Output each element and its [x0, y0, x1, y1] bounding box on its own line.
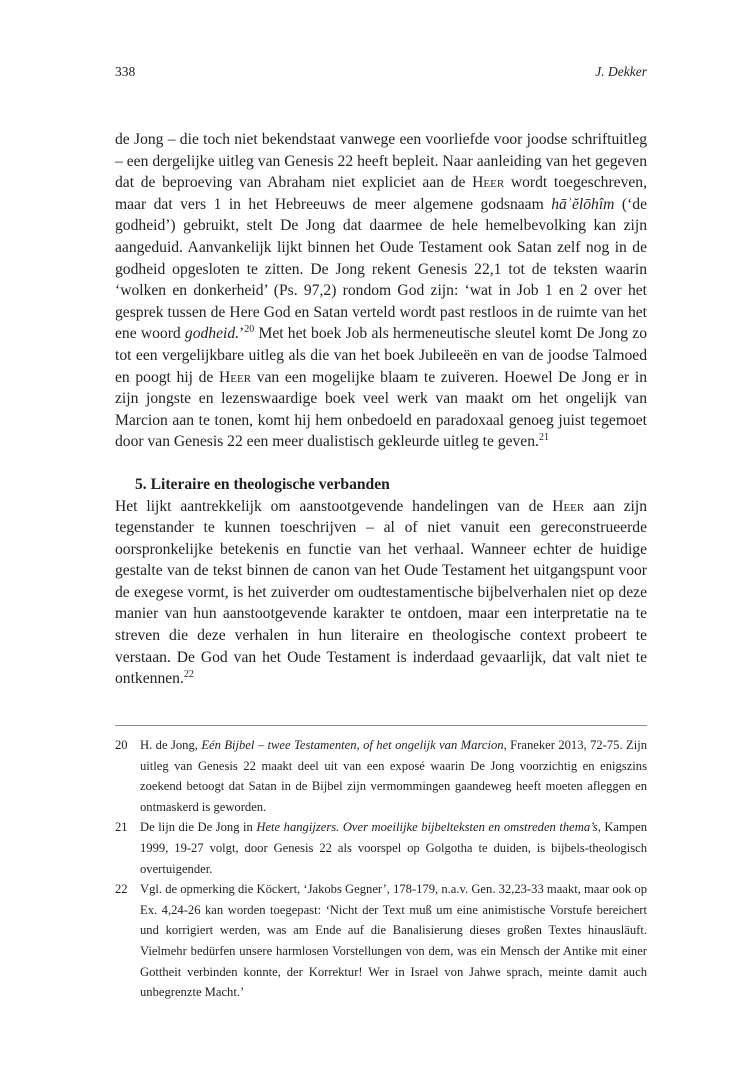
small-caps-lord: Heer — [219, 368, 252, 386]
footnote-number: 21 — [115, 820, 128, 835]
footnote-number: 20 — [115, 738, 128, 752]
book-title: Eén Bijbel – twee Testamenten, of het ongelijk van Marcion — [201, 738, 504, 752]
footnote-separator — [115, 725, 647, 726]
emphasis: godheid. — [184, 325, 240, 343]
text-run: De lijn die De Jong in — [140, 820, 257, 835]
small-caps-lord: Heer — [472, 174, 505, 192]
paragraph — [115, 496, 647, 690]
page-number: 338 — [115, 64, 136, 79]
small-caps-lord: Heer — [552, 497, 585, 515]
book-title: Hete hangijzers. Over moeilijke bijbelteksten en omstreden thema’s — [256, 820, 598, 835]
footnote-number: 22 — [115, 882, 128, 897]
main-text — [115, 129, 647, 690]
text-run: Met het boek Job als hermeneutische sleutel komt De Jong zo tot een vergelijkbare uitleg als die van het boek Jubileeën en van de joodse Talmoed en poogt hij de — [115, 325, 647, 386]
paragraph — [115, 129, 647, 453]
footnote-ref[interactable]: 21 — [538, 432, 549, 444]
footnote — [115, 735, 647, 817]
footnote — [115, 879, 647, 1003]
text-run: aan zijn tegenstander te kunnen toeschrijven – al of niet vanuit een gereconstrueerde oorspronkelijke betekenis en functie van het verhaal. Wanneer echter de huidige gestalte van de tekst binnen de canon van het Oude Testament het uitgangspunt voor de exegese vormt, is het zuiverder om oudtestamentische bijbelverhalen niet op deze manier van hun aanstootgevende karakter te ontdoen, maar een interpretatie na te streven die deze verhalen in hun literaire en theologische context probeert te verstaan. De God van het Oude Testament is inderdaad gevaarlijk, dat valt niet te ontkennen. — [115, 497, 647, 688]
footnote-ref[interactable]: 20 — [244, 324, 255, 336]
section-heading: 5. Literaire en theologische verbanden — [135, 475, 390, 493]
text-run: wordt toegeschreven, maar dat vers 1 in het Hebreeuws de meer algemene godsnaam — [115, 174, 647, 213]
text-run: H. de Jong, — [140, 738, 202, 752]
text-run: Het lijkt aantrekkelijk om aanstootgevende handelingen van de — [115, 497, 553, 515]
text-run: de Jong – die toch niet bekendstaat vanwege een voorliefde voor joodse schriftuitleg – een dergelijke uitleg van Genesis 22 heeft bepleit. Naar aanleiding van het gegeven dat de beproeving van Abraham niet expliciet aan de — [115, 131, 647, 192]
running-header — [115, 64, 647, 84]
text-run: ’ — [239, 325, 245, 343]
text-run: (‘de godheid’) gebruikt, stelt De Jong dat daarmee de hele hemelbevolking kan zijn aangeduid. Aanvankelijk lijkt binnen het Oude Testament ook Satan zelf nog in de godheid opgesloten te zitten. De Jong rekent Genesis 22,1 tot de teksten waarin ‘wolken en donkerheid’ (Ps. 97,2) rondom God zijn: ‘wat in Job 1 en 2 over het gesprek tussen de Here God en Satan verteld wordt past restloos in de ruimte van het ene woord — [115, 195, 647, 343]
footnote — [115, 817, 647, 879]
hebrew-term: hāʾĕlōhîm — [551, 195, 615, 213]
text-run: Vgl. de opmerking die Köckert, ‘Jakobs Gegner’, 178-179, n.a.v. Gen. 32,23-33 maakt, maar ook op Ex. 4,24-26 kan worden toegepast: ‘Nicht der Text muß um eine animistische Vorstufe bereichert und korrigiert werden, was am Ende auf die Banalisierung dieses großen Textes hinausläuft. Vielmehr bedürfen unsere harmlosen Vorstellungen von dem, was ein Mensch der Antike mit einer Gottheit verbinden konnte, der Korrektur! Wer in Israel von Jahwe sprach, meinte damit auch unbegrenzte Macht.’ — [140, 882, 647, 1000]
text-run: , Kampen 1999, 19-27 volgt, door Genesis 22 als voorspel op Golgotha te duiden, is bijbels-theologisch overtuigender. — [140, 820, 647, 876]
footnote-ref[interactable]: 22 — [183, 669, 194, 681]
footnotes — [115, 735, 647, 1003]
running-head-author: J. Dekker — [595, 64, 647, 79]
text-run: , Franeker 2013, 72-75. Zijn uitleg van Genesis 22 maakt deel uit van een exposé waarin De Jong voorzichtig en enigszins zoekend betoogt dat Satan in de Bijbel zijn vermommingen gaandeweg heeft moeten afleggen en ontmaskerd is geworden. — [140, 738, 648, 814]
text-run: van een mogelijke blaam te zuiveren. Hoewel De Jong er in zijn jongste en lezenswaardige boek veel werk van maakt om het ongelijk van Marcion aan te tonen, komt hij hem onbedoeld en paradoxaal genoeg juist tegemoet door van Genesis 22 een meer dualistisch gekleurde uitleg te geven. — [115, 368, 647, 451]
